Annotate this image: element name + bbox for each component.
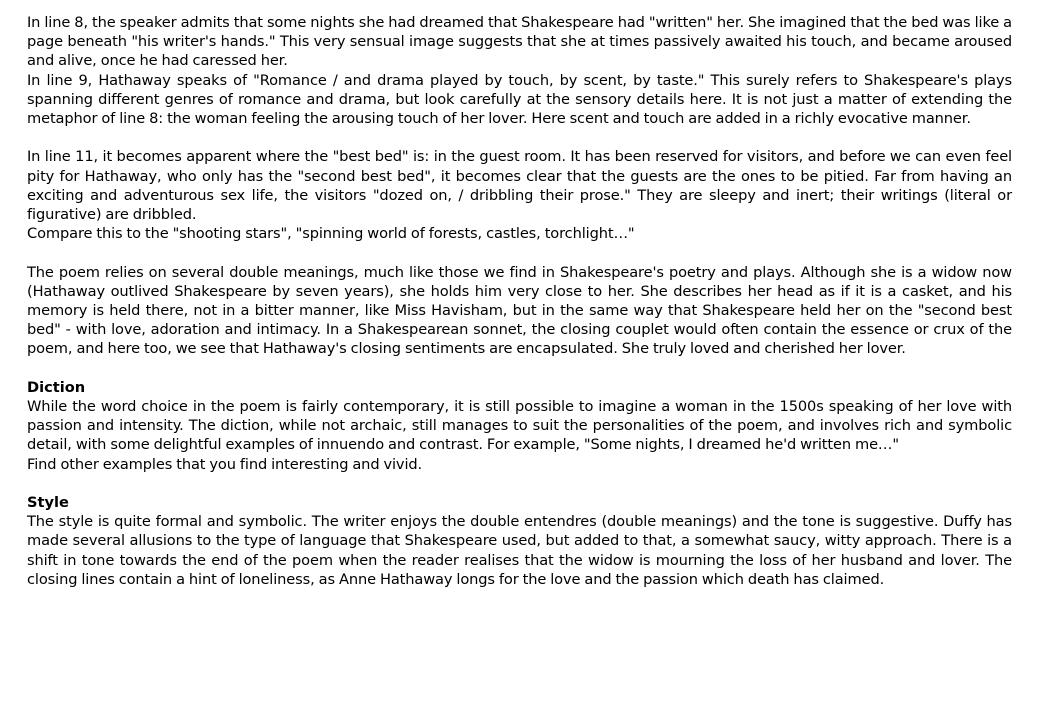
style-paragraph: The style is quite formal and symbolic. The writer enjoys the double entendres (double meanings) and the tone is suggestive. Duffy has made several allusions to the type of language that Shakespeare used, but added to that, a somewhat saucy, witty approach. There is a shift in tone towards the end of the poem when the reader realises that the widow is mourning the loss of her husband and lover. The closing lines contain a hint of loneliness, as Anne Hathaway longs for the love and the passion which death has claimed. (27, 513, 1012, 588)
paragraph-spacer (27, 474, 1012, 493)
paragraph-spacer (27, 243, 1012, 262)
line8-paragraph: In line 8, the speaker admits that some nights she had dreamed that Shakespeare had "written" her. She imagined that the bed was like a page beneath "his writer's hands." This very sensual image suggests that she at times passively awaited his touch, and became aroused and alive, once he had caressed her. (27, 14, 1012, 70)
diction-paragraph: While the word choice in the poem is fairly contemporary, it is still possible to imagine a woman in the 1500s speaking of her love with passion and intensity. The diction, while not archaic, still manages to suit the personalities of the poem, and involves rich and symbolic detail, with some delightful examples of innuendo and contrast. For example, "Some nights, I dreamed he'd written me…" (27, 398, 1012, 454)
paragraph-spacer (27, 128, 1012, 147)
line9-paragraph: In line 9, Hathaway speaks of "Romance / and drama played by touch, by scent, by taste." This surely refers to Shakespeare's plays spanning different genres of romance and drama, but look carefully at the sensory details here. It is not just a matter of extending the metaphor of line 8: the woman feeling the arousing touch of her lover. Here scent and touch are added in a richly evocative manner. (27, 71, 1012, 128)
double-meanings-paragraph: The poem relies on several double meanings, much like those we find in Shakespeare's poetry and plays. Although she is a widow now (Hathaway outlived Shakespeare by seven years), she holds him very close to her. She describes her head as if it is a casket, and his memory is held there, not in a bitter manner, like Miss Havisham, but in the same way that Shakespeare held her on the "second best bed" - with love, adoration and intimacy. In a Shakespearean sonnet, the closing couplet would often contain the essence or crux of the poem, and here too, we see that Hathaway's closing sentiments are encapsulated. She truly loved and cherished her lover. (27, 263, 1012, 358)
diction-heading: Diction (27, 378, 86, 396)
compare-line: Compare this to the "shooting stars", "spinning world of forests, castles, torchlight…" (27, 225, 635, 243)
paragraph-spacer (27, 359, 1012, 378)
line11-paragraph: In line 11, it becomes apparent where the "best bed" is: in the guest room. It has been reserved for visitors, and before we can even feel pity for Hathaway, who only has the "second best bed", it becomes clear that the guests are the ones to be pitied. Far from having an exciting and adventurous sex life, the visitors "dozed on, / dribbling their prose." They are sleepy and inert; their writings (literal or figurative) are dribbled. (27, 148, 1012, 224)
style-heading: Style (27, 494, 69, 512)
diction-prompt: Find other examples that you find interesting and vivid. (27, 455, 423, 473)
